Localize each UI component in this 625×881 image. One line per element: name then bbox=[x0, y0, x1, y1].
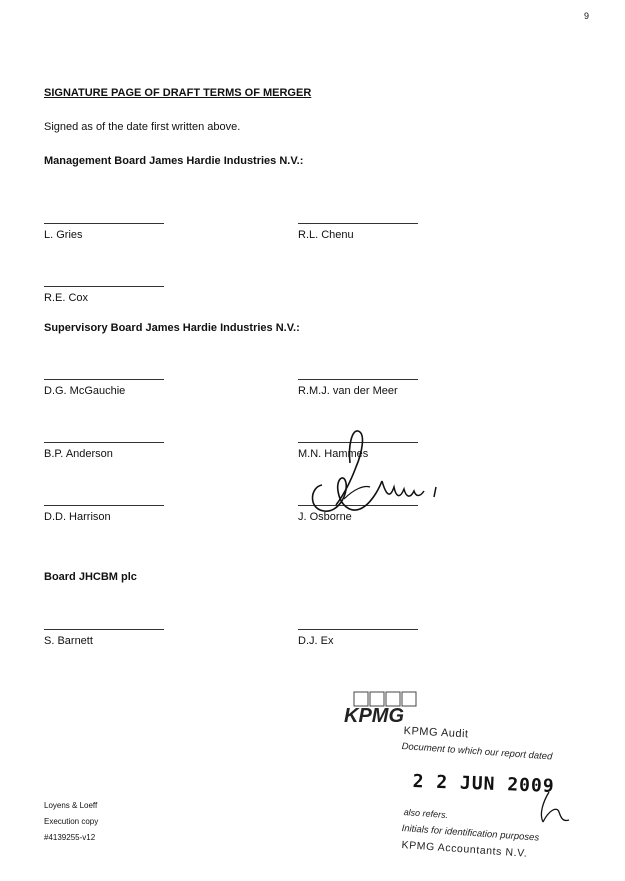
signature-line bbox=[298, 223, 418, 224]
footer-status: Execution copy bbox=[44, 817, 99, 826]
intro-text: Signed as of the date first written above. bbox=[44, 121, 241, 133]
stamp-accountants: KPMG Accountants N.V. bbox=[401, 839, 528, 860]
signatory-name: J. Osborne bbox=[298, 511, 352, 523]
handwritten-signature bbox=[290, 425, 440, 515]
jhcbm-board-heading: Board JHCBM plc bbox=[44, 571, 137, 583]
stamp-also-refers: also refers. bbox=[403, 807, 449, 821]
footer-firm: Loyens & Loeff bbox=[44, 801, 98, 810]
signatory-name: R.L. Chenu bbox=[298, 229, 354, 241]
signatory-name: S. Barnett bbox=[44, 635, 93, 647]
signatory-name: R.M.J. van der Meer bbox=[298, 385, 398, 397]
stamp-firm: KPMG Audit bbox=[403, 725, 469, 741]
signature-line bbox=[44, 442, 164, 443]
signature-line bbox=[44, 379, 164, 380]
signature-line bbox=[298, 379, 418, 380]
management-board-heading: Management Board James Hardie Industries N.V.: bbox=[44, 155, 304, 167]
signature-line bbox=[44, 286, 164, 287]
page-title: SIGNATURE PAGE OF DRAFT TERMS OF MERGER bbox=[44, 87, 312, 99]
footer-document-id: #4139255-v12 bbox=[44, 833, 96, 842]
kpmg-logo-text: KPMG bbox=[344, 705, 404, 727]
page-number: 9 bbox=[584, 11, 590, 21]
signatory-name: M.N. Hammes bbox=[298, 448, 369, 460]
signature-line bbox=[44, 223, 164, 224]
handwritten-initials bbox=[535, 790, 575, 830]
signatory-name: L. Gries bbox=[44, 229, 83, 241]
stamp-document-line: Document to which our report dated bbox=[401, 741, 553, 763]
signature-line bbox=[44, 505, 164, 506]
signature-line bbox=[298, 629, 418, 630]
signatory-name: B.P. Anderson bbox=[44, 448, 113, 460]
signature-line bbox=[44, 629, 164, 630]
signatory-name: D.G. McGauchie bbox=[44, 385, 126, 397]
signatory-name: R.E. Cox bbox=[44, 292, 89, 304]
stamp-date: 2 2 JUN 2009 bbox=[412, 771, 555, 797]
signatory-name: D.D. Harrison bbox=[44, 511, 111, 523]
stamp-initials-line: Initials for identification purposes bbox=[401, 823, 540, 844]
signatory-name: D.J. Ex bbox=[298, 635, 334, 647]
supervisory-board-heading: Supervisory Board James Hardie Industries N.V.: bbox=[44, 322, 300, 334]
